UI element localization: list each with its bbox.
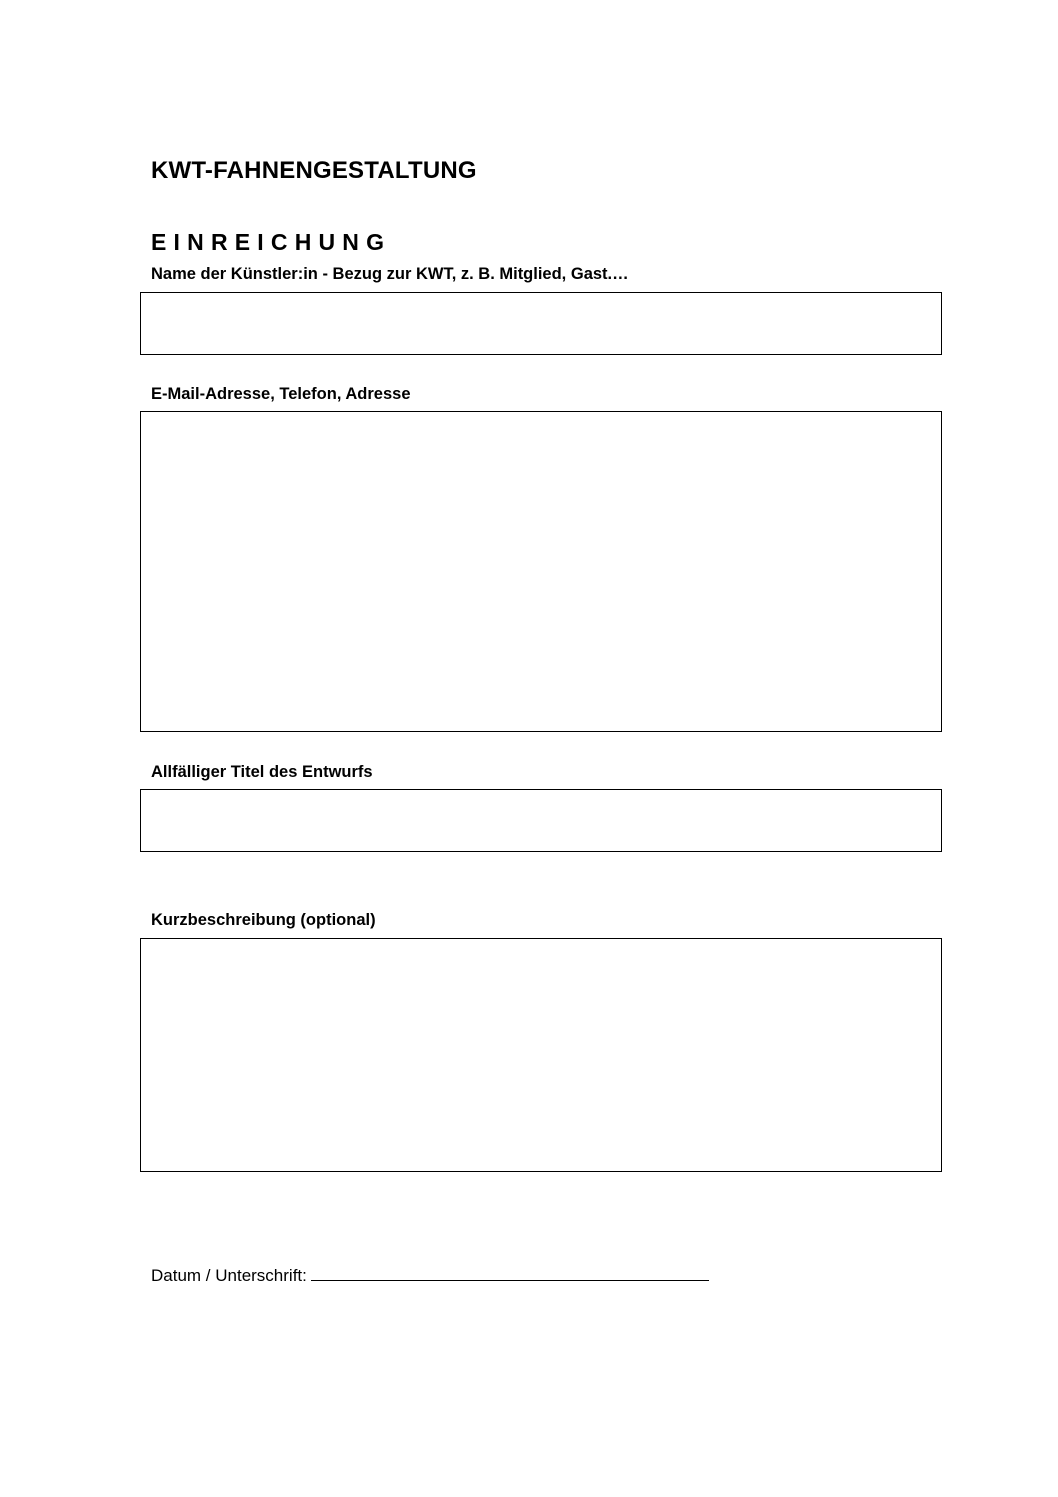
section-heading: EINREICHUNG <box>151 229 392 255</box>
artist-name-label: Name der Künstler:in - Bezug zur KWT, z. B. Mitglied, Gast.… <box>151 265 629 283</box>
contact-label: E-Mail-Adresse, Telefon, Adresse <box>151 385 411 403</box>
document-title: KWT-FAHNENGESTALTUNG <box>151 157 477 184</box>
signature-label: Datum / Unterschrift: <box>151 1266 307 1285</box>
design-title-field[interactable] <box>140 789 942 852</box>
artist-name-field[interactable] <box>140 292 942 355</box>
signature-row <box>151 1262 709 1286</box>
short-description-label: Kurzbeschreibung (optional) <box>151 911 376 929</box>
design-title-label: Allfälliger Titel des Entwurfs <box>151 763 373 781</box>
signature-field[interactable] <box>311 1262 709 1281</box>
contact-field[interactable] <box>140 411 942 732</box>
short-description-field[interactable] <box>140 938 942 1172</box>
